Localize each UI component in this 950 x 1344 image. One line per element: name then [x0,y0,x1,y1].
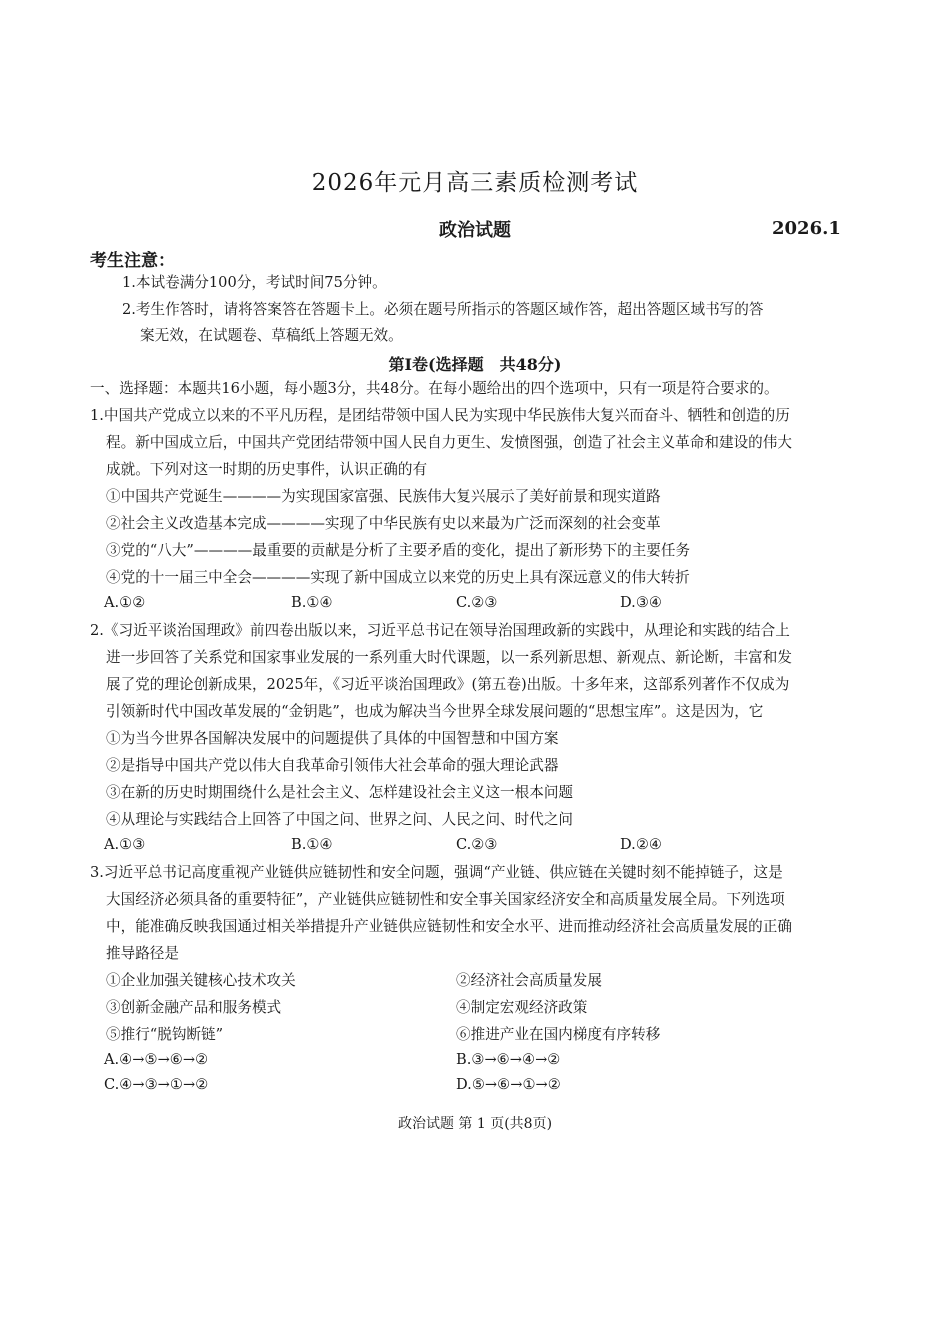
page-footer: 政治试题 第 1 页(共8页) [397,1116,553,1132]
q3-option-c[interactable]: C.④→③→①→② [104,1076,209,1093]
q2-option-d[interactable]: D.②④ [620,836,662,853]
q2-option-a[interactable]: A.①③ [104,836,146,853]
q2-option-b[interactable]: B.①④ [291,836,333,853]
q3-stem-line-4: 推导路径是 [106,945,179,962]
q3-statement-5: ⑤推行“脱钩断链” [106,1026,224,1043]
subject-title: 政治试题 [439,220,511,241]
q1-option-c[interactable]: C.②③ [456,594,498,611]
q2-statement-2: ②是指导中国共产党以伟大自我革命引领伟大社会革命的强大理论武器 [106,757,559,774]
q1-statement-3: ③党的“八大”————最重要的贡献是分析了主要矛盾的变化，提出了新形势下的主要任务 [106,542,691,559]
q1-statement-2: ②社会主义改造基本完成————实现了中华民族有史以来最为广泛而深刻的社会变革 [106,515,661,532]
q3-stem-line-2: 大国经济必须具备的重要特征”，产业链供应链韧性和安全事关国家经济安全和高质量发展全局。下列选项 [106,891,785,908]
q3-option-b[interactable]: B.③→⑥→④→② [456,1051,561,1068]
q1-statement-4: ④党的十一届三中全会————实现了新中国成立以来党的历史上具有深远意义的伟大转折 [106,569,690,586]
notice-item-2-line-2: 案无效，在试题卷、草稿纸上答题无效。 [140,327,403,344]
q1-stem-line-1: 1.中国共产党成立以来的不平凡历程，是团结带领中国人民为实现中华民族伟大复兴而奋斗、牺牲和创造的历 [90,407,790,424]
q3-statement-3: ③创新金融产品和服务模式 [106,999,282,1016]
q3-statement-1: ①企业加强关键核心技术攻关 [106,972,296,989]
q3-statement-2: ②经济社会高质量发展 [456,972,602,989]
q2-stem-line-3: 展了党的理论创新成果，2025年，《习近平谈治国理政》(第五卷)出版。十多年来，这部系列著作不仅成为 [106,676,790,693]
q1-option-b[interactable]: B.①④ [291,594,333,611]
q2-stem-line-2: 进一步回答了关系党和国家事业发展的一系列重大时代课题，以一系列新思想、新观点、新论断，丰富和发 [106,649,792,666]
q1-option-a[interactable]: A.①② [104,594,146,611]
exam-title: 2026年元月高三素质检测考试 [311,170,639,196]
q2-statement-4: ④从理论与实践结合上回答了中国之问、世界之问、人民之问、时代之问 [106,811,574,828]
q3-stem-line-3: 中，能准确反映我国通过相关举措提升产业链供应链韧性和安全水平、进而推动经济社会高质量发展的正确 [106,918,792,935]
q1-statement-1: ①中国共产党诞生————为实现国家富强、民族伟大复兴展示了美好前景和现实道路 [106,488,661,505]
section-instruction: 一、选择题：本题共16小题，每小题3分，共48分。在每小题给出的四个选项中，只有一项是符合要求的。 [90,380,779,397]
q2-stem-line-1: 2.《习近平谈治国理政》前四卷出版以来，习近平总书记在领导治国理政新的实践中，从理论和实践的结合上 [90,622,790,639]
q3-statement-6: ⑥推进产业在国内梯度有序转移 [456,1026,661,1043]
q1-stem-line-2: 程。新中国成立后，中国共产党团结带领中国人民自力更生、发愤图强，创造了社会主义革命和建设的伟大 [106,434,792,451]
notice-item-2-line-1: 2.考生作答时，请将答案答在答题卡上。必须在题号所指示的答题区域作答，超出答题区域书写的答 [122,301,764,318]
q1-option-d[interactable]: D.③④ [620,594,662,611]
q3-statement-4: ④制定宏观经济政策 [456,999,588,1016]
section-heading: 第Ⅰ卷(选择题 共48分) [388,355,562,374]
q1-stem-line-3: 成就。下列对这一时期的历史事件，认识正确的有 [106,461,428,478]
notice-item-1: 1.本试卷满分100分，考试时间75分钟。 [122,274,387,291]
q2-statement-3: ③在新的历史时期围绕什么是社会主义、怎样建设社会主义这一根本问题 [106,784,574,801]
q3-option-d[interactable]: D.⑤→⑥→①→② [456,1076,561,1093]
q2-statement-1: ①为当今世界各国解决发展中的问题提供了具体的中国智慧和中国方案 [106,730,559,747]
q2-option-c[interactable]: C.②③ [456,836,498,853]
q2-stem-line-4: 引领新时代中国改革发展的“金钥匙”，也成为解决当今世界全球发展问题的“思想宝库”。这是因为，它 [106,703,764,720]
notice-heading: 考生注意： [90,251,175,271]
q3-stem-line-1: 3.习近平总书记高度重视产业链供应链韧性和安全问题，强调“产业链、供应链在关键时刻不能掉链子，这是 [90,864,783,881]
q3-option-a[interactable]: A.④→⑤→⑥→② [104,1051,209,1068]
exam-date: 2026.1 [772,218,841,239]
